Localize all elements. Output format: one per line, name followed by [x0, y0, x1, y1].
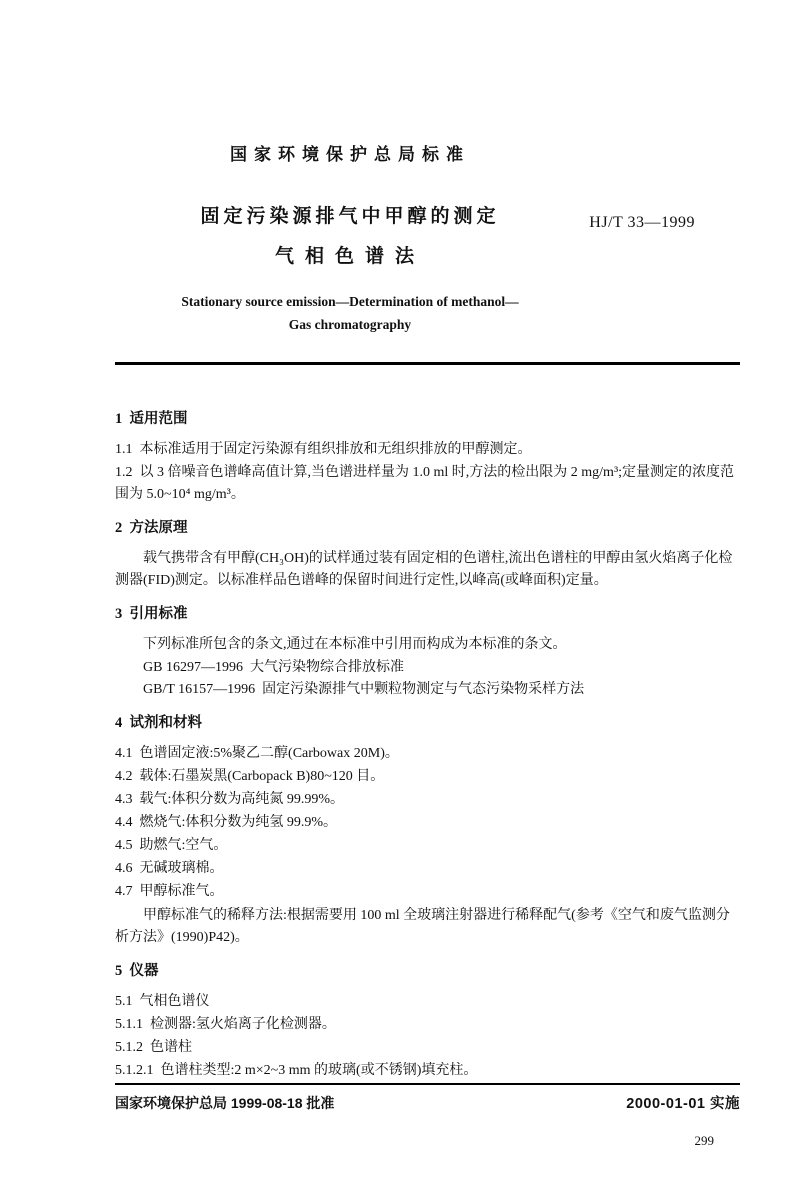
- section-2-paragraph: 载气携带含有甲醇(CH₃OH)的试样通过装有固定相的色谱柱,流出色谱柱的甲醇由氢火焰离子化检测器(FID)测定。以标准样品色谱峰的保留时间进行定性,以峰高(或峰面积)定量。: [115, 551, 733, 588]
- clause-4-7: 4.7 甲醇标准气。: [115, 884, 224, 899]
- doc-title-line-1: 固定污染源排气中甲醇的测定: [200, 206, 500, 227]
- section-2-heading: 2 方法原理: [115, 520, 188, 536]
- clause-4-1: 4.1 色谱固定液:5%聚乙二醇(Carbowax 20M)。: [115, 746, 399, 761]
- clause-4-5: 4.5 助燃气:空气。: [115, 838, 228, 853]
- clause-1-2: 1.2 以 3 倍噪音色谱峰高值计算,当色谱进样量为 1.0 ml 时,方法的检出限为 2 mg/m³;定量测定的浓度范围为 5.0~10⁴ mg/m³。: [115, 465, 735, 502]
- approval-note: 国家环境保护总局 1999-08-18 批准: [115, 1095, 335, 1111]
- section-4-paragraph: 甲醇标准气的稀释方法:根据需要用 100 ml 全玻璃注射器进行稀释配气(参考《空气和废气监测分析方法》(1990)P42)。: [115, 908, 730, 945]
- section-1-heading: 1 适用范围: [115, 411, 188, 427]
- english-title-line-1: Stationary source emission—Determination of methanol—: [181, 294, 519, 309]
- clause-5-1-2-1: 5.1.2.1 色谱柱类型:2 m×2~3 mm 的玻璃(或不锈钢)填充柱。: [115, 1063, 478, 1078]
- header-rule: [115, 362, 740, 365]
- section-3-heading: 3 引用标准: [115, 606, 188, 622]
- clause-5-1: 5.1 气相色谱仪: [115, 994, 210, 1009]
- section-5-heading: 5 仪器: [115, 963, 159, 979]
- clause-4-6: 4.6 无碱玻璃棉。: [115, 861, 224, 876]
- clause-4-2: 4.2 载体:石墨炭黑(Carbopack B)80~120 目。: [115, 769, 385, 784]
- clause-1-1: 1.1 本标准适用于固定污染源有组织排放和无组织排放的甲醇测定。: [115, 442, 532, 457]
- reference-gb16297: GB 16297—1996 大气污染物综合排放标准: [143, 660, 404, 675]
- document-body: [115, 397, 740, 1083]
- clause-4-4: 4.4 燃烧气:体积分数为纯氢 99.9%。: [115, 815, 338, 830]
- english-title-line-2: Gas chromatography: [288, 317, 412, 332]
- section-3-paragraph: 下列标准所包含的条文,通过在本标准中引用而构成为本标准的条文。: [143, 637, 567, 652]
- clause-4-3: 4.3 载气:体积分数为高纯氮 99.99%。: [115, 792, 345, 807]
- document-footer: [115, 1083, 740, 1149]
- standard-org-title: 国家环境保护总局标准: [230, 145, 470, 164]
- document-header: [115, 140, 585, 336]
- reference-gb16157: GB/T 16157—1996 固定污染源排气中颗粒物测定与气态污染物采样方法: [143, 682, 585, 697]
- page-number: 299: [694, 1133, 714, 1148]
- implementation-date: 2000-01-01 实施: [626, 1096, 740, 1112]
- section-4-heading: 4 试剂和材料: [115, 715, 202, 731]
- doc-title-line-2: 气相色谱法: [274, 246, 425, 267]
- clause-5-1-1: 5.1.1 检测器:氢火焰离子化检测器。: [115, 1017, 336, 1032]
- clause-5-1-2: 5.1.2 色谱柱: [115, 1040, 192, 1055]
- standard-number: HJ/T 33—1999: [589, 214, 695, 231]
